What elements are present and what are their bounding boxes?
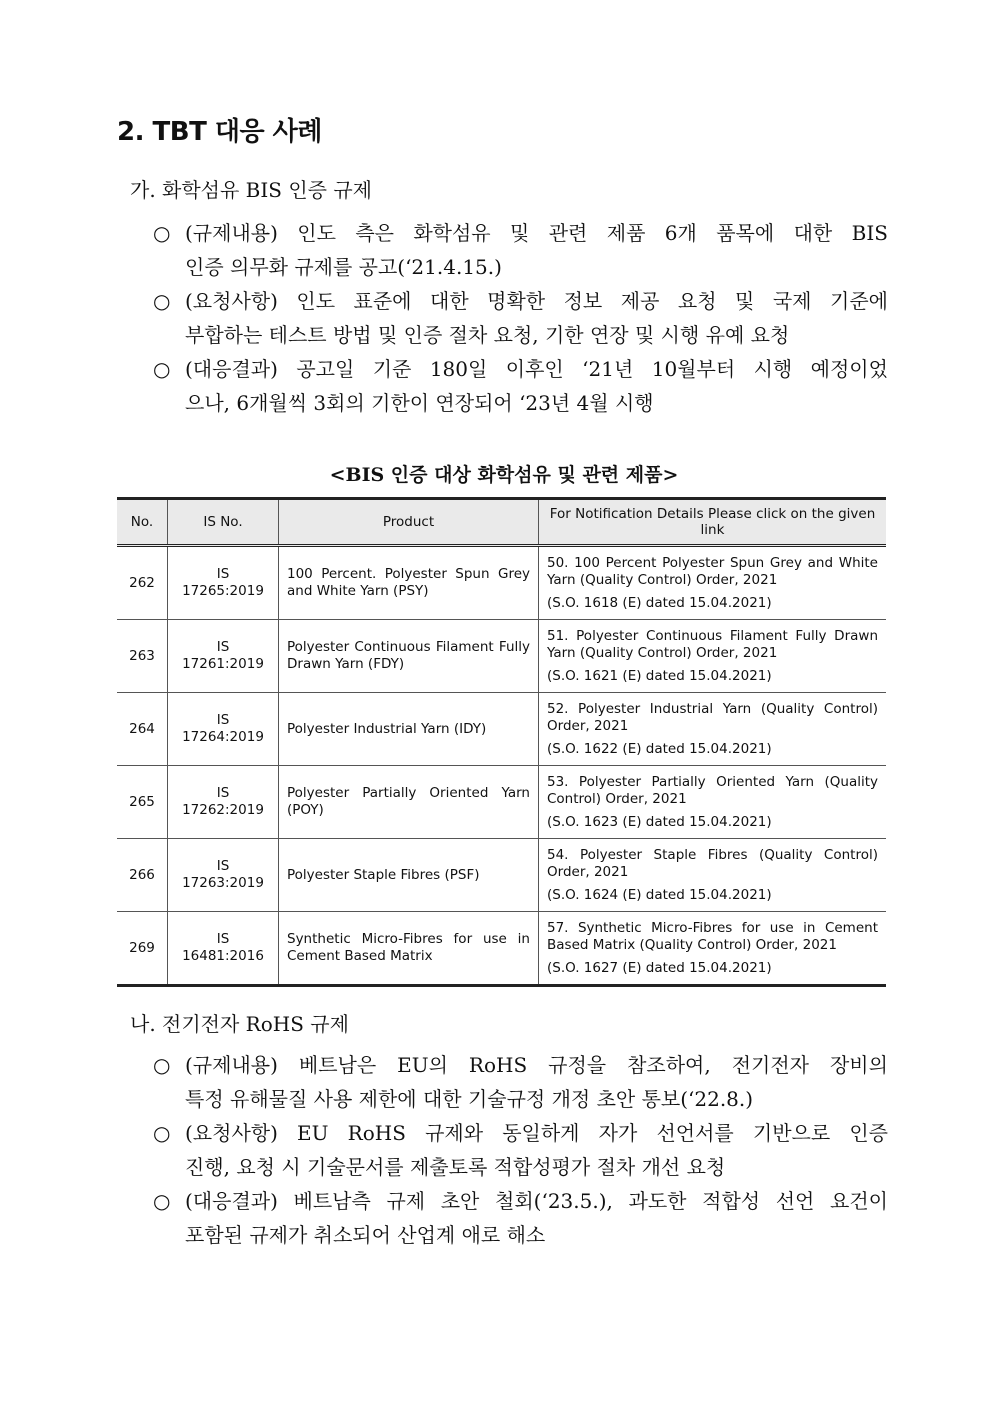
bullet-word: 명확한 bbox=[487, 289, 546, 313]
notification-link[interactable]: 53. Polyester Partially Oriented Yarn (Quality Control) Order, 2021 bbox=[547, 773, 878, 807]
bullet-text bbox=[185, 1116, 888, 1150]
notification-so: (S.O. 1622 (E) dated 15.04.2021) bbox=[547, 740, 772, 757]
bullet-word: 인도 bbox=[296, 289, 336, 313]
cell-notification bbox=[539, 693, 887, 766]
bullet-line-2: 포함된 규제가 취소되어 산업계 애로 해소 bbox=[185, 1223, 546, 1247]
bullet-word: 측은 bbox=[355, 221, 394, 245]
bullet-word: 및 bbox=[510, 221, 530, 245]
bullet-line-1 bbox=[153, 1048, 888, 1082]
cell-product: Polyester Industrial Yarn (IDY) bbox=[279, 693, 539, 766]
notification-link[interactable]: 54. Polyester Staple Fibres (Quality Control) Order, 2021 bbox=[547, 846, 878, 880]
bullet-word: 품목에 bbox=[716, 221, 775, 245]
section-heading: 2. TBT 대응 사례 bbox=[117, 117, 322, 147]
is-code: 17265:2019 bbox=[182, 583, 264, 599]
subsection-title-bis: 가. 화학섬유 BIS 인증 규제 bbox=[130, 178, 372, 202]
bullet-word: 선언서를 bbox=[656, 1121, 734, 1145]
bullet-line-1 bbox=[153, 1116, 888, 1150]
bullet-word: 초안 bbox=[440, 1189, 480, 1213]
bullet-word: 규제 bbox=[386, 1189, 426, 1213]
table-row bbox=[117, 620, 886, 693]
bullet-word: 자가 bbox=[598, 1121, 638, 1145]
bullet-word: 기반으로 bbox=[752, 1121, 831, 1145]
bullet-word: 180일 bbox=[429, 357, 488, 381]
bullet-line-2: 특정 유해물질 사용 제한에 대한 기술규정 개정 초안 통보(‘22.8.) bbox=[185, 1087, 754, 1111]
circle-bullet-icon: ○ bbox=[153, 357, 171, 381]
bullet-line-1 bbox=[153, 352, 888, 386]
cell-no: 263 bbox=[117, 620, 168, 693]
table-row bbox=[117, 912, 886, 986]
notification-link[interactable]: 50. 100 Percent Polyester Spun Grey and White Yarn (Quality Control) Order, 2021 bbox=[547, 554, 878, 588]
bullet-word: (대응결과) bbox=[185, 357, 278, 381]
bullet-word: 전기전자 bbox=[731, 1053, 809, 1077]
bullet-text bbox=[185, 284, 888, 318]
is-prefix: IS bbox=[216, 712, 230, 728]
bullet-word: 베트남측 bbox=[293, 1189, 371, 1213]
bullet-word: 요건이 bbox=[830, 1189, 888, 1213]
table-header-row bbox=[117, 499, 886, 546]
cell-product: Polyester Continuous Filament Fully Drawn Yarn (FDY) bbox=[279, 620, 539, 693]
bullet-word: 국제 bbox=[772, 289, 812, 313]
table-body bbox=[117, 546, 886, 986]
bullet-word: 적합성 bbox=[702, 1189, 761, 1213]
cell-notification bbox=[539, 766, 887, 839]
cell-notification bbox=[539, 620, 887, 693]
bullet-word: ‘21년 bbox=[582, 357, 634, 381]
bullet-word: 기준에 bbox=[830, 289, 888, 313]
cell-no: 262 bbox=[117, 546, 168, 620]
is-code: 17262:2019 bbox=[182, 802, 264, 818]
bullet-text bbox=[185, 216, 888, 250]
is-code: 17261:2019 bbox=[182, 656, 264, 672]
bullet-word: RoHS bbox=[468, 1053, 528, 1077]
bullet-word: 대한 bbox=[430, 289, 469, 313]
bullet-word: 제공 bbox=[620, 289, 660, 313]
bullet-word: 표준에 bbox=[353, 289, 412, 313]
notification-so: (S.O. 1618 (E) dated 15.04.2021) bbox=[547, 594, 772, 611]
notification-so: (S.O. 1627 (E) dated 15.04.2021) bbox=[547, 959, 772, 976]
bullet-word: (요청사항) bbox=[185, 289, 278, 313]
bullet-word: 6개 bbox=[664, 221, 697, 245]
is-prefix: IS bbox=[216, 931, 230, 947]
table-caption: <BIS 인증 대상 화학섬유 및 관련 제품> bbox=[329, 464, 679, 486]
is-prefix: IS bbox=[216, 785, 230, 801]
cell-product: Synthetic Micro-Fibres for use in Cement Based Matrix bbox=[279, 912, 539, 986]
bullet-word: 화학섬유 bbox=[413, 221, 491, 245]
bullet-line-1 bbox=[153, 1184, 888, 1218]
notification-link[interactable]: 51. Polyester Continuous Filament Fully Drawn Yarn (Quality Control) Order, 2021 bbox=[547, 627, 878, 661]
table-row bbox=[117, 839, 886, 912]
cell-no: 269 bbox=[117, 912, 168, 986]
bullet-word: (요청사항) bbox=[185, 1121, 278, 1145]
cell-is-no bbox=[168, 693, 279, 766]
circle-bullet-icon: ○ bbox=[153, 1121, 171, 1145]
bullet-word: RoHS bbox=[347, 1121, 406, 1145]
circle-bullet-icon: ○ bbox=[153, 221, 171, 245]
bullet-word: (규제내용) bbox=[185, 1053, 278, 1077]
is-code: 17264:2019 bbox=[182, 729, 264, 745]
bullet-word: 인증 bbox=[849, 1121, 888, 1145]
cell-is-no bbox=[168, 546, 279, 620]
bullet-word: 동일하게 bbox=[502, 1121, 580, 1145]
notification-link[interactable]: 52. Polyester Industrial Yarn (Quality Control) Order, 2021 bbox=[547, 700, 878, 734]
cell-notification bbox=[539, 546, 887, 620]
bullet-word: 기준 bbox=[372, 357, 412, 381]
cell-no: 265 bbox=[117, 766, 168, 839]
bullet-text bbox=[185, 1184, 888, 1218]
bis-bullet-list bbox=[153, 216, 888, 420]
bis-products-table bbox=[117, 497, 886, 987]
cell-product: 100 Percent. Polyester Spun Grey and White Yarn (PSY) bbox=[279, 546, 539, 620]
header-is-no: IS No. bbox=[168, 499, 279, 546]
cell-is-no bbox=[168, 912, 279, 986]
is-code: 16481:2016 bbox=[182, 948, 264, 964]
is-code: 17263:2019 bbox=[182, 875, 264, 891]
bullet-word: 인도 bbox=[297, 221, 336, 245]
bullet-line-2: 진행, 요청 시 기술문서를 제출토록 적합성평가 절차 개선 요청 bbox=[185, 1155, 726, 1179]
table-row bbox=[117, 546, 886, 620]
bullet-word: 참조하여, bbox=[627, 1053, 711, 1077]
cell-is-no bbox=[168, 620, 279, 693]
bullet-word: 관련 bbox=[548, 221, 588, 245]
header-product: Product bbox=[279, 499, 539, 546]
bullet-word: 베트남은 bbox=[298, 1053, 377, 1077]
bullet-word: 규정을 bbox=[548, 1053, 607, 1077]
bullet-word: 과도한 bbox=[628, 1189, 687, 1213]
notification-so: (S.O. 1621 (E) dated 15.04.2021) bbox=[547, 667, 772, 684]
cell-no: 264 bbox=[117, 693, 168, 766]
bullet-word: 공고일 bbox=[296, 357, 355, 381]
bullet-word: 시행 bbox=[753, 357, 793, 381]
rohs-bullet-list bbox=[153, 1048, 888, 1252]
is-prefix: IS bbox=[216, 858, 230, 874]
bullet-word: 장비의 bbox=[829, 1053, 888, 1077]
bullet-word: 선언 bbox=[775, 1189, 815, 1213]
table-row bbox=[117, 766, 886, 839]
header-no: No. bbox=[117, 499, 168, 546]
bullet-word: 대한 bbox=[793, 221, 833, 245]
bullet-line-2: 인증 의무화 규제를 공고(‘21.4.15.) bbox=[185, 255, 502, 279]
circle-bullet-icon: ○ bbox=[153, 1189, 171, 1213]
circle-bullet-icon: ○ bbox=[153, 289, 171, 313]
cell-product: Polyester Staple Fibres (PSF) bbox=[279, 839, 539, 912]
notification-link[interactable]: 57. Synthetic Micro-Fibres for use in Cement Based Matrix (Quality Control) Order, 2021 bbox=[547, 919, 878, 953]
circle-bullet-icon: ○ bbox=[153, 1053, 171, 1077]
cell-is-no bbox=[168, 766, 279, 839]
cell-notification bbox=[539, 839, 887, 912]
bullet-word: 철회(‘23.5.), bbox=[495, 1189, 613, 1213]
bullet-line-1 bbox=[153, 216, 888, 250]
bullet-word: EU의 bbox=[397, 1053, 448, 1077]
subsection-title-rohs: 나. 전기전자 RoHS 규제 bbox=[130, 1012, 349, 1036]
bullet-word: EU bbox=[297, 1121, 329, 1145]
cell-is-no bbox=[168, 839, 279, 912]
bullet-line-1 bbox=[153, 284, 888, 318]
notification-so: (S.O. 1624 (E) dated 15.04.2021) bbox=[547, 886, 772, 903]
bullet-word: (규제내용) bbox=[185, 221, 278, 245]
bullet-word: 이후인 bbox=[505, 357, 564, 381]
bullet-word: 제품 bbox=[606, 221, 646, 245]
notification-so: (S.O. 1623 (E) dated 15.04.2021) bbox=[547, 813, 772, 830]
bullet-word: 규제와 bbox=[425, 1121, 484, 1145]
is-prefix: IS bbox=[216, 566, 230, 582]
is-prefix: IS bbox=[216, 639, 230, 655]
bullet-word: 정보 bbox=[563, 289, 603, 313]
cell-notification bbox=[539, 912, 887, 986]
bullet-word: 및 bbox=[735, 289, 755, 313]
cell-no: 266 bbox=[117, 839, 168, 912]
bullet-line-2: 부합하는 테스트 방법 및 인증 절차 요청, 기한 연장 및 시행 유예 요청 bbox=[185, 323, 790, 347]
bullet-word: BIS bbox=[851, 221, 888, 245]
bullet-text bbox=[185, 1048, 888, 1082]
table-row bbox=[117, 693, 886, 766]
bullet-word: 예정이었 bbox=[810, 357, 888, 381]
bullet-line-2: 으나, 6개월씩 3회의 기한이 연장되어 ‘23년 4월 시행 bbox=[185, 391, 654, 415]
cell-product: Polyester Partially Oriented Yarn (POY) bbox=[279, 766, 539, 839]
bullet-word: 10월부터 bbox=[651, 357, 736, 381]
header-notification-link: For Notification Details Please click on the given link bbox=[539, 499, 887, 546]
bullet-word: (대응결과) bbox=[185, 1189, 278, 1213]
bullet-text bbox=[185, 352, 888, 386]
bullet-word: 요청 bbox=[677, 289, 717, 313]
